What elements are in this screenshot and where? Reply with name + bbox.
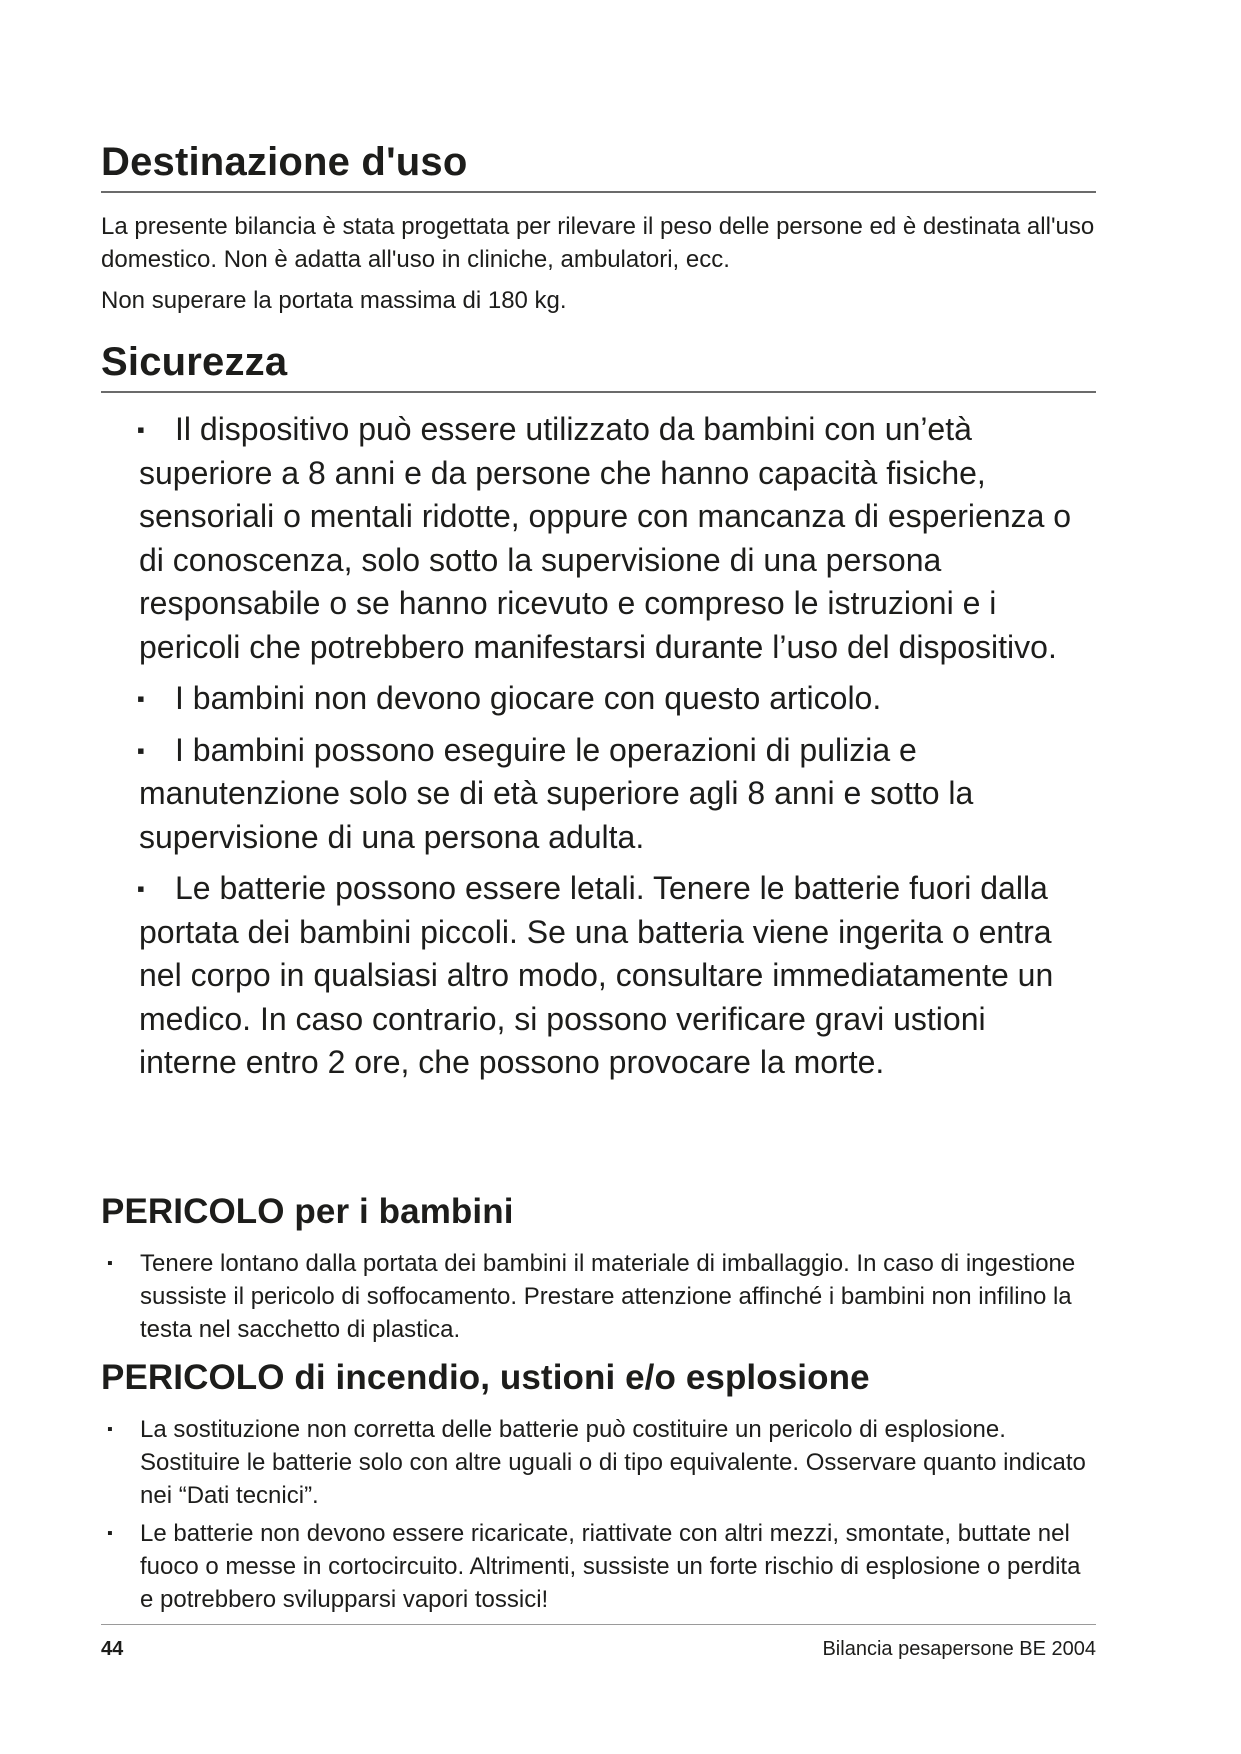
list-item (101, 1413, 1096, 1512)
list-item-text: La sostituzione non corretta delle batterie può costituire un pericolo di esplosione. Sostituire le batterie solo con altre uguali o di tipo equivalente. Osservare quanto indicato nei “Dati tecnici”. (140, 1416, 1086, 1509)
footer-product-title: Bilancia pesapersone BE 2004 (822, 1638, 1096, 1660)
list-item-text: Il dispositivo può essere utilizzato da bambini con un’età superiore a 8 anni e da persone che hanno capacità fisiche, sensoriali o mentali ridotte, oppure con mancanza di esperienza o di conoscenza, solo sotto la supervisione di una persona responsabile o se hanno ricevuto e compreso le istruzioni e i pericoli che potrebbero manifestarsi durante l’uso del dispositivo. (139, 411, 1072, 665)
children-danger-list (101, 1247, 1096, 1351)
document-page (101, 0, 1096, 1754)
bullet-icon: ▪ (107, 1255, 113, 1272)
list-item-text: Tenere lontano dalla portata dei bambini il materiale di imballaggio. In caso di ingestione sussiste il pericolo di soffocamento. Prestare attenzione affinché i bambini non infilino la testa nel sacchetto di plastica. (140, 1250, 1076, 1343)
section-title-sicurezza: Sicurezza (101, 340, 1096, 393)
section-body-destinazione (101, 210, 1096, 325)
paragraph: La presente bilancia è stata progettata per rilevare il peso delle persone ed è destinata all'uso domestico. Non è adatta all'uso in cliniche, ambulatori, ecc. (101, 213, 1095, 273)
footer-divider (101, 1624, 1096, 1625)
list-item-text: Le batterie possono essere letali. Tenere le batterie fuori dalla portata dei bambini piccoli. Se una batteria viene ingerita o entra nel corpo in qualsiasi altro modo, consultare immediatamente un medico. In caso contrario, si possono verificare gravi ustioni interne entro 2 ore, che possono provocare la morte. (139, 870, 1054, 1080)
list-item-text: I bambini non devono giocare con questo articolo. (175, 680, 882, 716)
bullet-icon: ▪ (137, 417, 145, 442)
list-item (139, 867, 1079, 1085)
list-item-text: I bambini possono eseguire le operazioni di pulizia e manutenzione solo se di età superiore agli 8 anni e sotto la supervisione di una persona adulta. (139, 731, 974, 855)
list-item-text: Le batterie non devono essere ricaricate, riattivate con altri mezzi, smontate, buttate nel fuoco o messe in cortocircuito. Altrimenti, sussiste un forte rischio di esplosione o perdita e potrebbero svilupparsi vapori tossici! (140, 1520, 1081, 1613)
list-item (139, 729, 1079, 860)
bullet-icon: ▪ (107, 1525, 113, 1542)
section-title-destinazione: Destinazione d'uso (101, 140, 1096, 193)
section-title-pericolo-incendio: PERICOLO di incendio, ustioni e/o esplosione (101, 1358, 870, 1397)
list-item (139, 677, 1079, 721)
section-title-pericolo-bambini: PERICOLO per i bambini (101, 1192, 514, 1231)
paragraph: Non superare la portata massima di 180 kg. (101, 287, 567, 314)
list-item (101, 1517, 1096, 1616)
list-item (139, 408, 1079, 669)
fire-danger-list (101, 1413, 1096, 1621)
bullet-icon: ▪ (137, 686, 145, 711)
bullet-icon: ▪ (137, 737, 145, 763)
list-item (101, 1247, 1096, 1346)
page-number: 44 (101, 1638, 124, 1660)
bullet-icon: ▪ (137, 876, 145, 901)
bullet-icon: ▪ (107, 1421, 113, 1438)
safety-list (139, 408, 1079, 1093)
